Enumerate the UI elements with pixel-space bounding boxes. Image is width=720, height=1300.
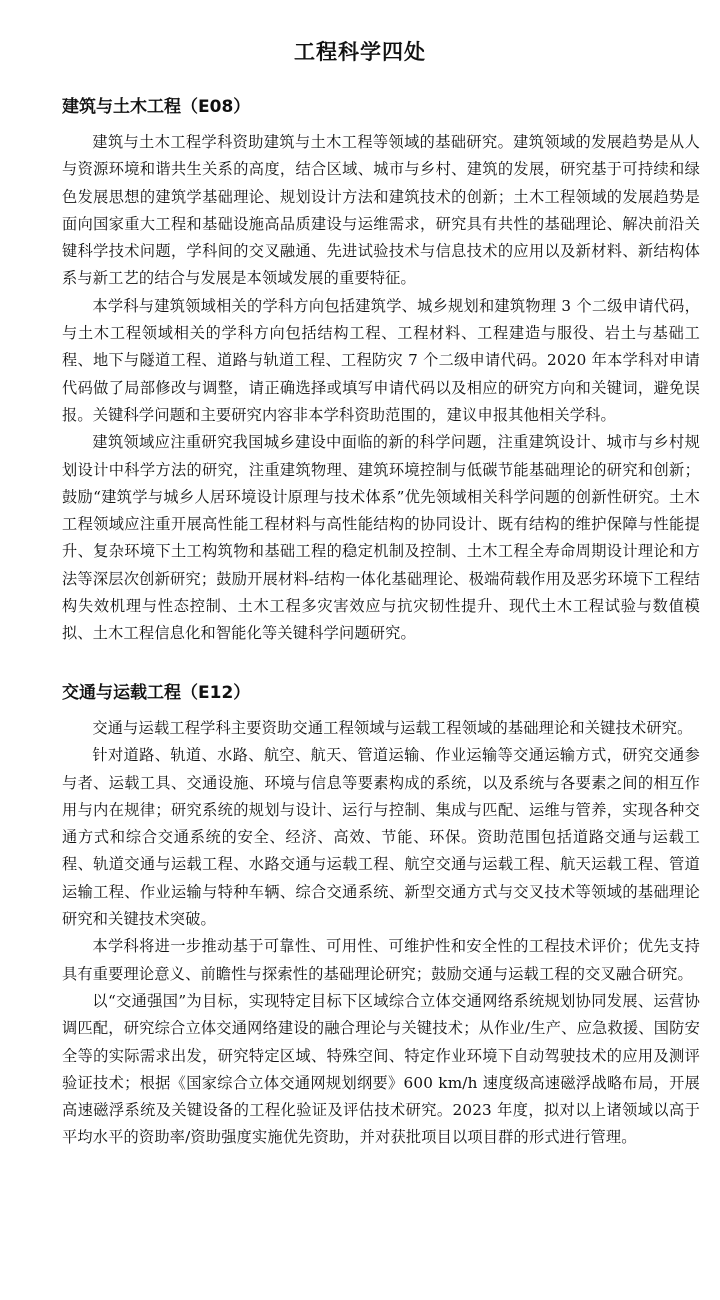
paragraph: 本学科与建筑领域相关的学科方向包括建筑学、城乡规划和建筑物理 3 个二级申请代码，与土木工程领域相关的学科方向包括结构工程、工程材料、工程建造与服役、岩土与基础工程、地下与隧道工程、道路与轨道工程、工程防灾 7 个二级申请代码。2020 年本学科对申请代码做了局部修改与调整，请正确选择或填写申请代码以及相应的研究方向和关键词，避免误报。关键科学问题和主要研究内容非本学科资助范围的，建议申报其他相关学科。 — [62, 296, 700, 424]
section-heading-e12: 交通与运载工程（E12） — [62, 683, 251, 703]
paragraph: 针对道路、轨道、水路、航空、航天、管道运输、作业运输等交通运输方式，研究交通参与者、运载工具、交通设施、环境与信息等要素构成的系统，以及系统与各要素之间的相互作用与内在规律；研究系统的规划与设计、运行与控制、集成与匹配、运维与管养，实现各种交通方式和综合交通系统的安全、经济、高效、节能、环保。资助范围包括道路交通与运载工程、轨道交通与运载工程、水路交通与运载工程、航空交通与运载工程、航天运载工程、管道运输工程、作业运输与特种车辆、综合交通系统、新型交通方式与交叉技术等领域的基础理论研究和关键技术突破。 — [62, 746, 700, 929]
paragraph: 交通与运载工程学科主要资助交通工程领域与运载工程领域的基础理论和关键技术研究。 — [92, 719, 693, 737]
section-body-e12 — [62, 715, 700, 1152]
paragraph: 建筑领域应注重研究我国城乡建设中面临的新的科学问题，注重建筑设计、城市与乡村规划设计中科学方法的研究，注重建筑物理、建筑环境控制与低碳节能基础理论的研究和创新；鼓励“建筑学与城乡人居环境设计原理与技术体系”优先领域相关科学问题的创新性研究。土木工程领域应注重开展高性能工程材料与高性能结构的协同设计、既有结构的维护保障与性能提升、复杂环境下土工构筑物和基础工程的稳定机制及控制、土木工程全寿命周期设计理论和方法等深层次创新研究；鼓励开展材料-结构一体化基础理论、极端荷载作用及恶劣环境下工程结构失效机理与性态控制、土木工程多灾害效应与抗灾韧性提升、现代土木工程试验与数值模拟、土木工程信息化和智能化等关键科学问题研究。 — [62, 433, 700, 643]
paragraph: 建筑与土木工程学科资助建筑与土木工程等领域的基础研究。建筑领域的发展趋势是从人与资源环境和谐共生关系的高度，结合区域、城市与乡村、建筑的发展，研究基于可持续和绿色发展思想的建筑学基础理论、规划设计方法和建筑技术的创新；土木工程领域的发展趋势是面向国家重大工程和基础设施高品质建设与运维需求，研究具有共性的基础理论、解决前沿关键科学技术问题，学科间的交叉融通、先进试验技术与信息技术的应用以及新材料、新结构体系与新工艺的结合与发展是本领域发展的重要特征。 — [62, 133, 700, 288]
paragraph: 以“交通强国”为目标，实现特定目标下区域综合立体交通网络系统规划协同发展、运营协调匹配，研究综合立体交通网络建设的融合理论与关键技术；从作业/生产、应急救援、国防安全等的实际需求出发，研究特定区域、特殊空间、特定作业环境下自动驾驶技术的应用及测评验证技术；根据《国家综合立体交通网规划纲要》600 km/h 速度级高速磁浮战略布局，开展高速磁浮系统及关键设备的工程化验证及评估技术研究。2023 年度，拟对以上诸领域以高于平均水平的资助率/资助强度实施优先资助，并对获批项目以项目群的形式进行管理。 — [62, 991, 700, 1147]
section-body-e08 — [62, 129, 700, 648]
section-heading-e08: 建筑与土木工程（E08） — [62, 97, 251, 117]
page-title: 工程科学四处 — [294, 40, 426, 64]
paragraph: 本学科将进一步推动基于可靠性、可用性、可维护性和安全性的工程技术评价；优先支持具有重要理论意义、前瞻性与探索性的基础理论研究；鼓励交通与运载工程的交叉融合研究。 — [62, 937, 700, 983]
